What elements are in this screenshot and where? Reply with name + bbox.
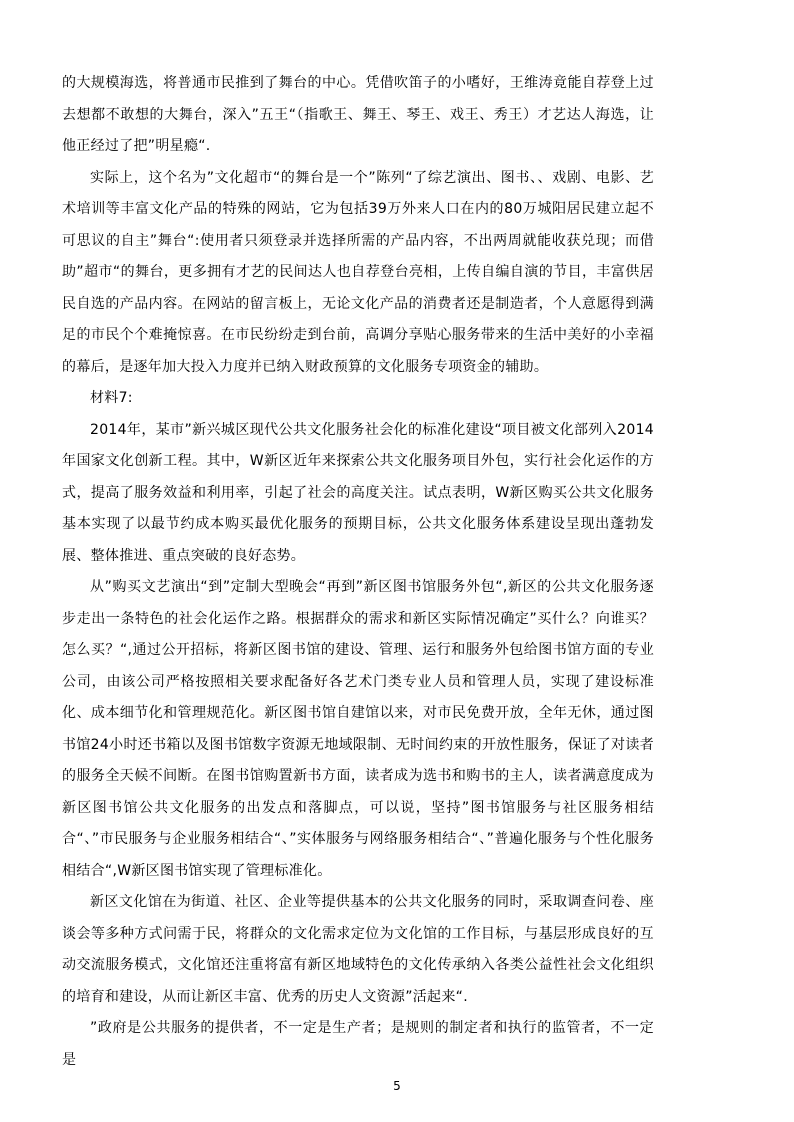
page-number: 5	[393, 1079, 401, 1093]
paragraph-2014-project: 2014年，某市”新兴城区现代公共文化服务社会化的标准化建设“项目被文化部列入2014年国家文化创新工程。其中，W新区近年来探索公共文化服务项目外包，实行社会化运作的方式，提高了服务效益和利用率，引起了社会的高度关注。试点表明，W新区购买公共文化服务基本实现了以最节约成本购买最优化服务的预期目标，公共文化服务体系建设呈现出蓬勃发展、整体推进、重点突破的良好态势。	[62, 421, 654, 564]
document-body	[62, 68, 654, 1076]
paragraph-cultural-center: 新区文化馆在为街道、社区、企业等提供基本的公共文化服务的同时，采取调查问卷、座谈会等多种方式问需于民，将群众的文化需求定位为文化馆的工作目标，与基层形成良好的互动交流服务模式，文化馆还注重将富有新区地域特色的文化传承纳入各类公益性社会文化组织的培育和建设，从而让新区丰富、优秀的历史人文资源”活起来“.	[62, 894, 654, 1005]
paragraph-culture-supermarket: 实际上，这个名为”文化超市“的舞台是一个”陈列“了综艺演出、图书、、戏剧、电影、艺术培训等丰富文化产品的特殊的网站，它为包括39万外来人口在内的80万城阳居民建立起不可思议的自主”舞台“:使用者只须登录并选择所需的产品内容，不出两周就能收获兑现；而借助”超市“的舞台，更多拥有才艺的民间达人也自荐登台亮相，上传自编自演的节目，丰富供居民自选的产品内容。在网站的留言板上，无论文化产品的消费者还是制造者，个人意愿得到满足的市民个个难掩惊喜。在市民纷纷走到台前，高调分享贴心服务带来的生活中美好的小幸福的幕后，是逐年加大投入力度并已纳入财政预算的文化服务专项资金的辅助。	[62, 169, 654, 375]
paragraph-government-role: ”政府是公共服务的提供者，不一定是生产者；是规则的制定者和执行的监管者，不一定是	[62, 1020, 654, 1068]
material-heading: 材料7:	[90, 390, 133, 406]
paragraph-continuation: 的大规模海选，将普通市民推到了舞台的中心。凭借吹笛子的小嗜好，王维涛竟能自荐登上过去想都不敢想的大舞台，深入”五王“（指歌王、舞王、琴王、戏王、秀王）才艺达人海选，让他正经过了把”明星瘾“.	[62, 75, 654, 154]
paragraph-library-outsourcing: 从”购买文艺演出“到”定制大型晚会“再到”新区图书馆服务外包“,新区的公共文化服务逐步走出一条特色的社会化运作之路。根据群众的需求和新区实际情况确定”买什么？向谁买？怎么买？“,通过公开招标，将新区图书馆的建设、管理、运行和服务外包给图书馆方面的专业公司，由该公司严格按照相关要求配备好各艺术门类专业人员和管理人员，实现了建设标准化、成本细节化和管理规范化。新区图书馆自建馆以来，对市民免费开放，全年无休，通过图书馆24小时还书箱以及图书馆数字资源无地域限制、无时间约束的开放性服务，保证了对读者的服务全天候不间断。在图书馆购置新书方面，读者成为选书和购书的主人，读者满意度成为新区图书馆公共文化服务的出发点和落脚点，可以说，坚持”图书馆服务与社区服务相结合“、”市民服务与企业服务相结合“、”实体服务与网络服务相结合“、”普遍化服务与个性化服务相结合“,W新区图书馆实现了管理标准化。	[62, 579, 654, 879]
